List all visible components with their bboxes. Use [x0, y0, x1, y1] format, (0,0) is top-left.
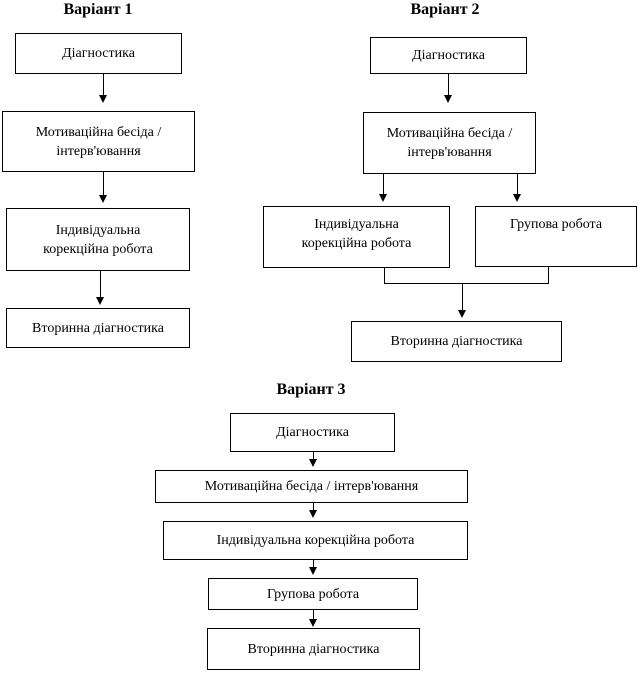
arrow-stem	[103, 172, 104, 196]
variant-2-node-individual-work: Індивідуальна корекційна робота	[263, 206, 450, 268]
flow-arrow-down	[309, 560, 318, 575]
variant-1-node-secondary-diagnostics: Вторинна діагностика	[6, 308, 190, 348]
arrow-head-icon	[309, 510, 317, 518]
flow-arrow-down	[513, 174, 522, 202]
variant-1-node-individual-work: Індивідуальна корекційна робота	[6, 208, 190, 271]
variant-2-node-secondary-diagnostics: Вторинна діагностика	[351, 321, 562, 362]
flow-arrow-down	[379, 174, 388, 202]
arrow-stem	[517, 174, 518, 195]
arrow-head-icon	[96, 297, 104, 305]
arrow-head-icon	[309, 567, 317, 575]
variant-1-node-diagnostics: Діагностика	[15, 33, 182, 74]
arrow-stem	[383, 174, 384, 195]
flow-arrow-down	[309, 452, 318, 467]
variant-3-node-group-work: Групова робота	[208, 578, 418, 610]
arrow-head-icon	[309, 459, 317, 467]
variant-2-title: Варіант 2	[410, 1, 480, 18]
variant-3-title: Варіант 3	[276, 381, 346, 398]
arrow-head-icon	[458, 310, 466, 318]
variant-2-node-diagnostics: Діагностика	[370, 37, 527, 74]
variant-2-node-group-work: Групова робота	[475, 206, 637, 267]
arrow-stem	[100, 271, 101, 298]
variant-1-title: Варіант 1	[63, 1, 133, 18]
arrow-stem	[462, 284, 463, 311]
flow-arrow-down	[309, 610, 318, 627]
arrow-head-icon	[99, 95, 107, 103]
flow-arrow-down	[444, 74, 453, 103]
arrow-head-icon	[444, 95, 452, 103]
flow-arrow-down	[99, 172, 108, 203]
arrow-head-icon	[309, 619, 317, 627]
variant-2-node-motivation: Мотиваційна бесіда / інтерв'ювання	[363, 112, 536, 174]
merge-connector-right	[548, 267, 549, 283]
variant-3-node-individual-work: Індивідуальна корекційна робота	[163, 521, 468, 560]
arrow-head-icon	[513, 194, 521, 202]
variant-3-node-motivation: Мотиваційна бесіда / інтерв'ювання	[155, 470, 468, 503]
variant-3-node-diagnostics: Діагностика	[230, 413, 395, 452]
arrow-stem	[103, 74, 104, 96]
flow-arrow-down	[458, 284, 467, 318]
variant-3-node-secondary-diagnostics: Вторинна діагностика	[207, 628, 420, 670]
arrow-stem	[448, 74, 449, 96]
flow-arrow-down	[309, 503, 318, 518]
flow-arrow-down	[99, 74, 108, 103]
merge-connector-left	[384, 268, 385, 283]
variant-1-node-motivation: Мотиваційна бесіда / інтерв'ювання	[2, 111, 195, 172]
arrow-head-icon	[379, 194, 387, 202]
flow-arrow-down	[96, 271, 105, 305]
arrow-head-icon	[99, 195, 107, 203]
